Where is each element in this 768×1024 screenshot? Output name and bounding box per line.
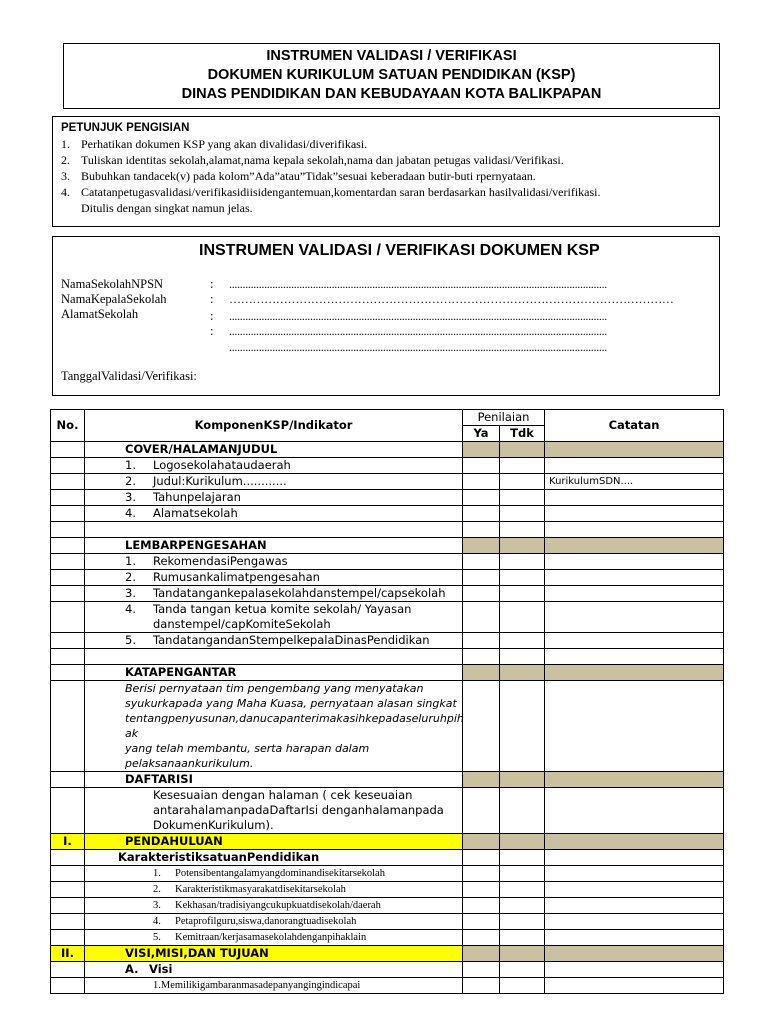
table-cell xyxy=(51,633,85,649)
table-row xyxy=(51,930,724,946)
cell-text: Tahunpelajaran xyxy=(153,490,241,504)
table-cell xyxy=(545,458,724,474)
check-tdk[interactable] xyxy=(500,586,545,602)
check-tdk[interactable] xyxy=(500,506,545,522)
table-cell xyxy=(545,978,724,994)
header-line-1: INSTRUMEN VALIDASI / VERIFIKASI xyxy=(266,48,517,64)
check-ya[interactable] xyxy=(463,866,500,882)
table-row xyxy=(51,506,724,522)
table-cell xyxy=(463,772,500,788)
instruction-number: 3. xyxy=(61,169,70,183)
check-ya[interactable] xyxy=(463,586,500,602)
table-row xyxy=(51,866,724,882)
cell-text: danstempel/capKomiteSekolah xyxy=(153,617,331,631)
table-cell xyxy=(545,586,724,602)
table-cell xyxy=(85,554,463,570)
table-cell xyxy=(545,633,724,649)
cell-text: 5. xyxy=(153,932,161,943)
cell-text: Karakteristikmasyarakatdisekitarsekolah xyxy=(175,884,346,895)
table-row xyxy=(51,772,724,788)
header-line-3: DINAS PENDIDIKAN DAN KEBUDAYAAN KOTA BALIKPAPAN xyxy=(181,86,602,102)
check-ya[interactable] xyxy=(463,458,500,474)
cell-text: Rumusankalimatpengesahan xyxy=(153,570,320,584)
table-cell xyxy=(500,850,545,866)
table-cell xyxy=(85,586,463,602)
table-cell xyxy=(85,914,463,930)
table-cell xyxy=(545,665,724,681)
table-cell xyxy=(51,866,85,882)
table-row xyxy=(51,834,724,850)
table-cell xyxy=(463,522,500,538)
cell-text: 2. xyxy=(125,570,136,584)
table-cell xyxy=(545,914,724,930)
check-tdk[interactable] xyxy=(500,898,545,914)
table-cell xyxy=(85,506,463,522)
table-cell xyxy=(500,665,545,681)
table-cell xyxy=(500,538,545,554)
table-cell xyxy=(545,946,724,962)
table-cell xyxy=(500,649,545,665)
table-cell xyxy=(545,788,724,834)
table-row xyxy=(51,586,724,602)
table-row xyxy=(51,554,724,570)
address-field-3[interactable]: ............................................................................................................................................ xyxy=(229,340,608,354)
address-field[interactable]: ............................................................................................................................................ xyxy=(229,309,608,323)
table-cell xyxy=(500,962,545,978)
instruction-text: Perhatikan dokumen KSP yang akan divalidasi/diverifikasi. xyxy=(81,137,368,151)
table-cell xyxy=(51,882,85,898)
table-cell xyxy=(545,570,724,586)
cell-text: RekomendasiPengawas xyxy=(153,554,288,568)
col-header-komponen: KomponenKSP/Indikator xyxy=(85,410,463,442)
table-cell xyxy=(51,474,85,490)
kata-pengantar-description xyxy=(85,681,463,772)
cell-text: Judul:Kurikulum............ xyxy=(153,474,287,488)
table-cell xyxy=(85,633,463,649)
table-cell xyxy=(545,522,724,538)
check-tdk[interactable] xyxy=(500,633,545,649)
instruction-item xyxy=(61,168,709,184)
header-line-2: DOKUMEN KURIKULUM SATUAN PENDIDIKAN (KSP) xyxy=(207,67,576,83)
cell-text: Petaprofilguru,siswa,danorangtuadisekolah xyxy=(175,916,357,927)
instruction-text: Bubuhkan tandacek(v) pada kolom”Ada”atau”Tidak”sesuai keberadaan butir-buti rpernyataan. xyxy=(81,169,536,183)
address-field-2[interactable]: ............................................................................................................................................ xyxy=(229,324,608,338)
cell-text: Kekhasan/tradisiyangcukupkuatdisekolah/daerah xyxy=(175,900,381,911)
table-cell xyxy=(51,772,85,788)
subsection-visi xyxy=(85,962,463,978)
cell-text: Tanda tangan ketua komite sekolah/ Yayasan xyxy=(153,602,412,616)
note-cell: KurikulumSDN.... xyxy=(545,474,724,490)
table-cell xyxy=(51,898,85,914)
table-row xyxy=(51,665,724,681)
instruction-number: 2. xyxy=(61,153,70,167)
instruction-text: Catatanpetugasvalidasi/verifikasidiisidengantemuan,komentardan saran berdasarkan hasilvalidasi/verifikasi. xyxy=(81,185,601,199)
check-ya[interactable] xyxy=(463,681,500,772)
table-cell xyxy=(51,850,85,866)
identity-title: INSTRUMEN VALIDASI / VERIFIKASI DOKUMEN KSP xyxy=(199,242,600,259)
table-cell xyxy=(545,506,724,522)
instruction-text: Tuliskan identitas sekolah,alamat,nama kepala sekolah,nama dan jabatan petugas validasi/Verifikasi. xyxy=(81,153,564,167)
table-row xyxy=(51,570,724,586)
table-cell xyxy=(51,914,85,930)
cell-text: A. xyxy=(125,962,139,976)
section-lembar: LEMBARPENGESAHAN xyxy=(85,538,463,554)
col-header-penilaian: Penilaian xyxy=(463,410,545,426)
school-name-field[interactable]: ............................................................................................................................................ xyxy=(229,277,608,291)
table-row xyxy=(51,490,724,506)
table-cell xyxy=(463,834,500,850)
table-row xyxy=(51,946,724,962)
table-cell xyxy=(85,490,463,506)
col-header-ya: Ya xyxy=(463,426,500,442)
cell-text: yang telah membantu, serta harapan dalam xyxy=(125,742,370,755)
table-cell xyxy=(51,458,85,474)
table-cell xyxy=(545,850,724,866)
col-header-catatan: Catatan xyxy=(545,410,724,442)
check-ya[interactable] xyxy=(463,554,500,570)
check-tdk[interactable] xyxy=(500,458,545,474)
cell-text: 3. xyxy=(125,490,136,504)
cell-text: tentangpenyusunan,danucapanterimakasihkepadaseluruhpih xyxy=(125,712,464,725)
table-cell xyxy=(545,930,724,946)
instructions-title: PETUNJUK PENGISIAN xyxy=(61,122,190,134)
table-row xyxy=(51,633,724,649)
table-row xyxy=(51,898,724,914)
identity-box xyxy=(52,236,720,396)
label-date: TanggalValidasi/Verifikasi: xyxy=(61,369,197,383)
cell-text: 1. xyxy=(125,458,136,472)
check-tdk[interactable] xyxy=(500,554,545,570)
table-cell xyxy=(51,554,85,570)
check-tdk[interactable] xyxy=(500,978,545,994)
table-row xyxy=(51,681,724,772)
table-cell xyxy=(51,962,85,978)
check-tdk[interactable] xyxy=(500,930,545,946)
table-cell xyxy=(463,649,500,665)
table-cell xyxy=(545,602,724,633)
table-row xyxy=(51,850,724,866)
table-cell xyxy=(51,586,85,602)
table-cell xyxy=(51,602,85,633)
table-cell xyxy=(85,898,463,914)
section-visi-misi: VISI,MISI,DAN TUJUAN xyxy=(85,946,463,962)
check-tdk[interactable] xyxy=(500,866,545,882)
section-pendahuluan: PENDAHULUAN xyxy=(85,834,463,850)
cell-text: ak xyxy=(125,727,139,740)
section-number: I. xyxy=(51,834,85,850)
section-kata-pengantar: KATAPENGANTAR xyxy=(85,665,463,681)
table-cell xyxy=(85,649,463,665)
document-header xyxy=(63,43,720,109)
table-cell xyxy=(545,866,724,882)
cell-text: 4. xyxy=(125,506,136,520)
check-tdk[interactable] xyxy=(500,490,545,506)
table-cell xyxy=(545,962,724,978)
table-cell xyxy=(51,649,85,665)
cell-text: Potensibentangalamyangdominandisekitarsekolah xyxy=(175,868,385,879)
daftar-isi-description xyxy=(85,788,463,834)
table-cell xyxy=(463,850,500,866)
table-cell xyxy=(51,788,85,834)
cell-text: DokumenKurikulum). xyxy=(153,818,274,832)
cell-text: Kesesuaian dengan halaman ( cek keseuaian xyxy=(153,788,413,802)
check-ya[interactable] xyxy=(463,633,500,649)
table-cell xyxy=(545,834,724,850)
check-ya[interactable] xyxy=(463,506,500,522)
cell-text: 3. xyxy=(153,900,161,911)
check-ya[interactable] xyxy=(463,930,500,946)
table-cell xyxy=(545,649,724,665)
table-row xyxy=(51,962,724,978)
table-cell xyxy=(545,554,724,570)
table-cell xyxy=(545,898,724,914)
table-cell xyxy=(51,930,85,946)
table-cell xyxy=(545,681,724,772)
check-tdk[interactable] xyxy=(500,914,545,930)
table-cell xyxy=(85,570,463,586)
table-cell xyxy=(463,665,500,681)
check-ya[interactable] xyxy=(463,788,500,834)
cell-text: 4. xyxy=(153,916,161,927)
label-head-name: NamaKepalaSekolah xyxy=(61,292,167,306)
table-cell xyxy=(500,772,545,788)
cell-text: Berisi pernyataan tim pengembang yang menyatakan xyxy=(125,682,424,695)
table-cell xyxy=(500,834,545,850)
table-row xyxy=(51,788,724,834)
cell-text: 5. xyxy=(125,633,136,647)
col-header-no: No. xyxy=(51,410,85,442)
cell-text: TandatangandanStempelkepalaDinasPendidikan xyxy=(153,633,430,647)
colon: : xyxy=(210,324,214,338)
check-ya[interactable] xyxy=(463,914,500,930)
cell-text: 2. xyxy=(153,884,161,895)
table-cell xyxy=(545,442,724,458)
table-row xyxy=(51,602,724,633)
table-cell xyxy=(545,538,724,554)
instructions-box xyxy=(52,116,720,227)
instruction-number: 4. xyxy=(61,185,70,199)
table-cell xyxy=(51,506,85,522)
cell-text: Logosekolahataudaerah xyxy=(153,458,291,472)
table-row xyxy=(51,442,724,458)
table-cell xyxy=(500,946,545,962)
table-cell xyxy=(51,681,85,772)
check-ya[interactable] xyxy=(463,602,500,633)
colon: : xyxy=(210,292,214,306)
table-cell xyxy=(500,442,545,458)
head-name-field[interactable]: …………………………………………………………………………………………………… xyxy=(229,292,674,306)
instruction-continuation: Ditulis dengan singkat namun jelas. xyxy=(81,201,253,215)
cell-text: 3. xyxy=(125,586,136,600)
table-cell xyxy=(85,522,463,538)
table-cell xyxy=(85,458,463,474)
visi-item: 1.Memilikigambaranmasadepanyangingindicapai xyxy=(85,978,463,994)
table-row xyxy=(51,522,724,538)
table-cell xyxy=(463,538,500,554)
subsection-karakteristik: KarakteristiksatuanPendidikan xyxy=(85,850,463,866)
col-header-tdk: Tdk xyxy=(500,426,545,442)
cell-text: 2. xyxy=(125,474,136,488)
table-row xyxy=(51,978,724,994)
section-cover: COVER/HALAMANJUDUL xyxy=(85,442,463,458)
table-row xyxy=(51,458,724,474)
table-cell xyxy=(85,602,463,633)
instruction-item xyxy=(61,184,709,200)
table-row xyxy=(51,474,724,490)
cell-text: pelaksanaankurikulum. xyxy=(125,757,254,770)
cell-text: antarahalamanpadaDaftarIsi denganhalamanpada xyxy=(153,803,444,817)
cell-text: Visi xyxy=(149,962,173,976)
table-row xyxy=(51,649,724,665)
check-tdk[interactable] xyxy=(500,602,545,633)
table-cell xyxy=(500,522,545,538)
check-tdk[interactable] xyxy=(500,474,545,490)
table-cell xyxy=(51,442,85,458)
check-ya[interactable] xyxy=(463,490,500,506)
check-ya[interactable] xyxy=(463,898,500,914)
check-ya[interactable] xyxy=(463,570,500,586)
table-cell xyxy=(51,538,85,554)
cell-text: Kemitraan/kerjasamasekolahdenganpihaklain xyxy=(175,932,367,943)
table-cell xyxy=(51,522,85,538)
table-cell xyxy=(85,930,463,946)
table-row xyxy=(51,882,724,898)
table-cell xyxy=(545,490,724,506)
cell-text: 4. xyxy=(125,602,136,616)
check-tdk[interactable] xyxy=(500,570,545,586)
check-tdk[interactable] xyxy=(500,788,545,834)
colon: : xyxy=(210,277,214,291)
validation-table xyxy=(50,409,724,994)
table-row xyxy=(51,914,724,930)
table-cell xyxy=(545,772,724,788)
label-address: AlamatSekolah xyxy=(61,307,139,321)
check-ya[interactable] xyxy=(463,978,500,994)
table-row xyxy=(51,538,724,554)
cell-text: syukurkapada yang Maha Kuasa, pernyataan alasan singkat xyxy=(125,697,457,710)
section-number: II. xyxy=(51,946,85,962)
cell-text: Tandatangankepalasekolahdanstempel/capsekolah xyxy=(153,586,446,600)
check-ya[interactable] xyxy=(463,882,500,898)
table-cell xyxy=(545,882,724,898)
colon: : xyxy=(210,309,214,323)
table-cell xyxy=(51,665,85,681)
check-ya[interactable] xyxy=(463,474,500,490)
cell-text: 1. xyxy=(153,868,161,879)
instruction-number: 1. xyxy=(61,137,70,151)
table-cell xyxy=(85,866,463,882)
cell-text: 1. xyxy=(125,554,136,568)
cell-text: Alamatsekolah xyxy=(153,506,238,520)
check-tdk[interactable] xyxy=(500,681,545,772)
table-cell xyxy=(85,882,463,898)
instruction-item xyxy=(61,152,709,168)
label-school-name: NamaSekolahNPSN xyxy=(61,277,164,291)
table-cell xyxy=(51,570,85,586)
table-cell xyxy=(85,474,463,490)
table-cell xyxy=(463,442,500,458)
section-daftar-isi: DAFTARISI xyxy=(85,772,463,788)
table-cell xyxy=(51,490,85,506)
check-tdk[interactable] xyxy=(500,882,545,898)
table-cell xyxy=(51,978,85,994)
instruction-item xyxy=(61,136,709,152)
table-cell xyxy=(463,962,500,978)
table-cell xyxy=(463,946,500,962)
